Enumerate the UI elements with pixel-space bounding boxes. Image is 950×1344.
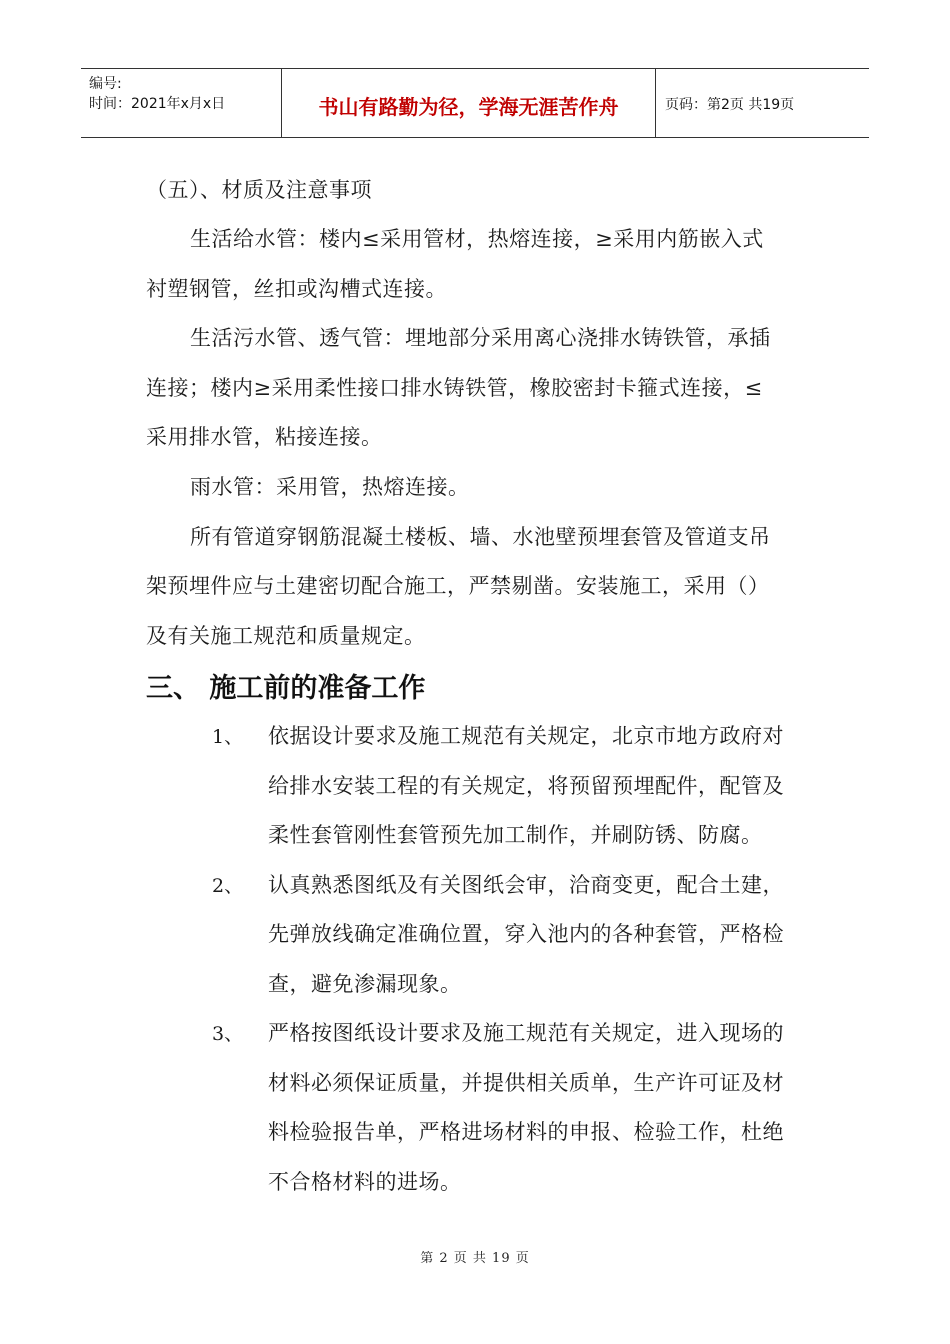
- paragraph-line: 生活给水管：楼内≤采用管材，热熔连接，≥采用内筋嵌入式: [190, 227, 764, 251]
- document-date-label: 时间：2021年x月x日: [89, 96, 226, 112]
- list-item-number: 2、: [212, 875, 244, 897]
- list-item-line: 查，避免渗漏现象。: [268, 972, 462, 996]
- list-item-number: 3、: [212, 1023, 244, 1045]
- list-item-line: 不合格材料的进场。: [268, 1170, 462, 1194]
- header-motto-cell: [281, 69, 656, 137]
- paragraph-line: 生活污水管、透气管：埋地部分采用离心浇排水铸铁管，承插: [190, 326, 771, 350]
- paragraph-line: 及有关施工规范和质量规定。: [146, 624, 426, 648]
- list-item-line: 柔性套管刚性套管预先加工制作，并刷防锈、防腐。: [268, 823, 763, 847]
- document-header: [81, 68, 869, 138]
- section-3-heading: 三、 施工前的准备工作: [146, 673, 426, 704]
- list-item-line: 严格按图纸设计要求及施工规范有关规定，进入现场的: [268, 1021, 784, 1045]
- list-item-line: 材料必须保证质量，并提供相关质单，生产许可证及材: [268, 1071, 784, 1095]
- paragraph-line: 连接；楼内≥采用柔性接口排水铸铁管，橡胶密封卡箍式连接，≤: [146, 376, 763, 400]
- header-meta-cell: [81, 69, 281, 137]
- paragraph-line: 架预埋件应与土建密切配合施工，严禁剔凿。安装施工，采用（）: [146, 574, 770, 598]
- paragraph-line: 采用排水管，粘接连接。: [146, 425, 383, 449]
- list-item-number: 1、: [212, 726, 244, 748]
- list-item-line: 依据设计要求及施工规范有关规定，北京市地方政府对: [268, 724, 784, 748]
- header-page-info: 页码：第2页 共19页: [665, 97, 795, 113]
- list-item-line: 给排水安装工程的有关规定，将预留预埋配件，配管及: [268, 774, 784, 798]
- list-item-line: 先弹放线确定准确位置，穿入池内的各种套管，严格检: [268, 922, 784, 946]
- paragraph-line: 衬塑钢管，丝扣或沟槽式连接。: [146, 277, 447, 301]
- list-item-line: 认真熟悉图纸及有关图纸会审，洽商变更，配合土建，: [268, 873, 784, 897]
- page-footer: 第 2 页 共 19 页: [420, 1251, 530, 1266]
- section-5-title: （五）、材质及注意事项: [146, 178, 372, 202]
- paragraph-line: 雨水管：采用管，热熔连接。: [190, 475, 470, 499]
- header-motto: 书山有路勤为径，学海无涯苦作舟: [318, 95, 619, 119]
- list-item-line: 料检验报告单，严格进场材料的申报、检验工作，杜绝: [268, 1120, 784, 1144]
- paragraph-line: 所有管道穿钢筋混凝土楼板、墙、水池壁预埋套管及管道支吊: [190, 525, 771, 549]
- header-page-cell: [655, 69, 869, 137]
- document-number-label: 编号:: [89, 76, 122, 92]
